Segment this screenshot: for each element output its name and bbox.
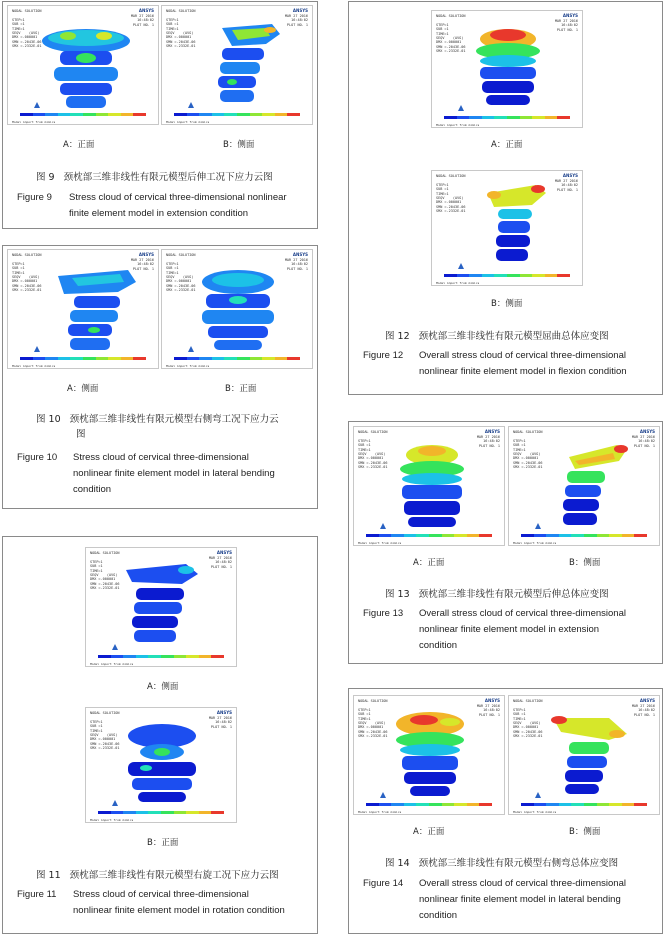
spine-model-image: [86, 708, 237, 823]
ansys-logo: ANSYS: [216, 550, 232, 555]
plot-footer: Model import from mimics: [513, 541, 557, 545]
colorbar: [174, 113, 300, 116]
subcaption-a: A：正面: [413, 558, 445, 568]
axis-triad-icon: [112, 800, 118, 806]
plot-header-left: NODAL SOLUTION STEP=1 SUB =1 TIME=1 SEQV (AVG) DMX =.000001 SMN =.2043E-06 SMX =.2332E-01: [436, 174, 466, 214]
figure-10a-plot: [7, 249, 159, 369]
ansys-logo: ANSYS: [562, 13, 578, 18]
figure-10-panel: [2, 245, 318, 509]
caption-en-line-2: nonlinear finite element model in flexion condition: [419, 366, 627, 377]
caption-zh: [36, 412, 316, 442]
spine-model-image: [162, 6, 313, 125]
spine-model-image: [86, 548, 237, 667]
plot-header-left: NODAL SOLUTION STEP=1 SUB =1 TIME=1 SEQV (AVG) DMX =.000001 SMN =.2043E-06 SMX =.2332E-01: [166, 9, 196, 49]
plot-footer: Model import from mimics: [358, 541, 402, 545]
subcaption-b: B：正面: [147, 838, 179, 848]
plot-header-left: NODAL SOLUTION STEP=1 SUB =1 TIME=1 SEQV (AVG) DMX =.000001 SMN =.2043E-06 SMX =.2332E-01: [12, 9, 42, 49]
figure-14-panel: [348, 688, 663, 934]
caption-zh-label: 图 13: [385, 589, 410, 600]
plot-header-left: NODAL SOLUTION STEP=1 SUB =1 TIME=1 SEQV (AVG) DMX =.000001 SMN =.2043E-06 SMX =.2332E-01: [513, 430, 543, 470]
colorbar: [98, 811, 224, 814]
caption-zh-text: 颈枕部三维非线性有限元模型后伸总体应变图: [418, 589, 609, 600]
caption-en: [17, 450, 317, 500]
subcaption-b: B：侧面: [223, 140, 255, 150]
caption-en-line-1: Stress cloud of cervical three-dimensional: [73, 452, 249, 463]
ansys-logo: ANSYS: [138, 8, 154, 13]
caption-en-label: Figure 9: [17, 192, 52, 203]
axis-triad-icon: [458, 105, 464, 111]
caption-en-label: Figure 10: [17, 452, 58, 463]
caption-zh: [385, 855, 618, 869]
caption-en-line-2: nonlinear finite element model in rotation condition: [73, 905, 285, 916]
plot-footer: Model import from mimics: [436, 281, 480, 285]
axis-triad-icon: [380, 523, 386, 529]
caption-en-line-2: nonlinear finite element model in extension: [419, 624, 600, 635]
caption-en-line-2: finite element model in extension condition: [69, 208, 249, 219]
caption-zh-label: 图 10: [36, 414, 61, 425]
plot-header-right: MAR 27 2016 16:48:02 PLOT NO. 1: [554, 179, 578, 192]
subcaption-b: B：侧面: [491, 299, 523, 309]
caption-zh-text-2: 图: [76, 429, 86, 440]
figure-13-panel: [348, 421, 663, 664]
caption-zh: [385, 328, 609, 342]
caption-en: [17, 190, 317, 224]
spine-model-image: [354, 427, 505, 546]
colorbar: [366, 803, 492, 806]
figure-14b-plot: [508, 695, 660, 815]
plot-header-right: MAR 27 2016 16:48:02 PLOT NO. 1: [631, 704, 655, 717]
plot-header-right: MAR 27 2016 16:48:02 PLOT NO. 1: [130, 14, 154, 27]
spine-model-image: [8, 6, 159, 125]
axis-triad-icon: [380, 792, 386, 798]
figure-10b-plot: [161, 249, 313, 369]
figure-13a-plot: [353, 426, 505, 546]
ansys-logo: ANSYS: [292, 8, 308, 13]
subcaption-a: A：正面: [413, 827, 445, 837]
plot-header-left: NODAL SOLUTION STEP=1 SUB =1 TIME=1 SEQV (AVG) DMX =.000001 SMN =.2043E-06 SMX =.2332E-01: [166, 253, 196, 293]
spine-model-image: [8, 250, 159, 369]
caption-en-line-1: Overall stress cloud of cervical three-dimensional: [419, 350, 626, 361]
caption-zh-label: 图 9: [36, 172, 55, 183]
figure-11a-plot: [85, 547, 237, 667]
caption-zh-label: 图 12: [385, 331, 410, 342]
figure-9-panel: [2, 1, 318, 229]
caption-en-label: Figure 12: [363, 350, 404, 361]
caption-en-line-3: condition: [419, 640, 458, 651]
colorbar: [366, 534, 492, 537]
plot-footer: Model import from mimics: [166, 364, 210, 368]
spine-model-image: [509, 696, 660, 815]
ansys-logo: ANSYS: [216, 710, 232, 715]
axis-triad-icon: [188, 346, 194, 352]
plot-header-right: MAR 27 2016 16:48:02 PLOT NO. 1: [476, 435, 500, 448]
ansys-logo: ANSYS: [639, 698, 655, 703]
axis-triad-icon: [535, 792, 541, 798]
figure-12a-plot: [431, 10, 583, 128]
figure-14a-plot: [353, 695, 505, 815]
spine-model-image: [432, 11, 583, 128]
caption-en: [363, 876, 661, 926]
figure-9b-plot: [161, 5, 313, 125]
axis-triad-icon: [458, 263, 464, 269]
caption-zh-text: 颈枕部三维非线性有限元模型右侧弯总体应变图: [418, 858, 619, 869]
caption-en-line-3: condition: [73, 484, 112, 495]
plot-header-right: MAR 27 2016 16:48:02 PLOT NO. 1: [554, 19, 578, 32]
plot-footer: Model import from mimics: [358, 810, 402, 814]
plot-header-right: MAR 27 2016 16:48:02 PLOT NO. 1: [631, 435, 655, 448]
caption-zh: [385, 586, 609, 600]
caption-en: [363, 606, 661, 656]
plot-header-left: NODAL SOLUTION STEP=1 SUB =1 TIME=1 SEQV (AVG) DMX =.000001 SMN =.2043E-06 SMX =.2332E-01: [90, 551, 120, 591]
colorbar: [444, 116, 570, 119]
plot-header-left: NODAL SOLUTION STEP=1 SUB =1 TIME=1 SEQV (AVG) DMX =.000001 SMN =.2043E-06 SMX =.2332E-01: [358, 430, 388, 470]
plot-footer: Model import from mimics: [12, 120, 56, 124]
colorbar: [20, 113, 146, 116]
plot-footer: Model import from mimics: [12, 364, 56, 368]
spine-model-image: [432, 171, 583, 286]
colorbar: [20, 357, 146, 360]
ansys-logo: ANSYS: [562, 173, 578, 178]
ansys-logo: ANSYS: [138, 252, 154, 257]
spine-model-image: [509, 427, 660, 546]
caption-zh-label: 图 14: [385, 858, 410, 869]
caption-en-label: Figure 13: [363, 608, 404, 619]
axis-triad-icon: [112, 644, 118, 650]
plot-footer: Model import from mimics: [90, 818, 134, 822]
figure-13b-plot: [508, 426, 660, 546]
axis-triad-icon: [34, 102, 40, 108]
caption-en-line-1: Overall stress cloud of cervical three-dimensional: [419, 878, 626, 889]
colorbar: [174, 357, 300, 360]
colorbar: [521, 534, 647, 537]
caption-en-line-1: Stress cloud of cervical three-dimensional: [73, 889, 249, 900]
spine-model-image: [354, 696, 505, 815]
figure-11b-plot: [85, 707, 237, 823]
figure-12b-plot: [431, 170, 583, 286]
caption-zh-label: 图 11: [36, 870, 61, 881]
caption-zh-text: 颈枕部三维非线性有限元模型右旋工况下应力云图: [69, 870, 279, 881]
subcaption-a: A：正面: [63, 140, 95, 150]
subcaption-b: B：侧面: [569, 558, 601, 568]
plot-header-left: NODAL SOLUTION STEP=1 SUB =1 TIME=1 SEQV (AVG) DMX =.000001 SMN =.2043E-06 SMX =.2332E-01: [358, 699, 388, 739]
caption-en-line-1: Overall stress cloud of cervical three-dimensional: [419, 608, 626, 619]
caption-zh: [36, 169, 273, 183]
caption-zh-text: 颈枕部三维非线性有限元模型屈曲总体应变图: [418, 331, 609, 342]
plot-header-right: MAR 27 2016 16:48:02 PLOT NO. 1: [476, 704, 500, 717]
colorbar: [521, 803, 647, 806]
subcaption-a: A：侧面: [147, 682, 179, 692]
caption-zh-text-1: 颈枕部三维非线性有限元模型右侧弯工况下应力云: [69, 414, 279, 425]
subcaption-a: A：侧面: [67, 384, 99, 394]
caption-en-line-2: nonlinear finite element model in lateral bending: [73, 468, 275, 479]
plot-footer: Model import from mimics: [436, 123, 480, 127]
ansys-logo: ANSYS: [292, 252, 308, 257]
plot-header-right: MAR 27 2016 16:48:02 PLOT NO. 1: [284, 14, 308, 27]
plot-header-left: NODAL SOLUTION STEP=1 SUB =1 TIME=1 SEQV (AVG) DMX =.000001 SMN =.2043E-06 SMX =.2332E-01: [90, 711, 120, 751]
subcaption-a: A：正面: [491, 140, 523, 150]
ansys-logo: ANSYS: [639, 429, 655, 434]
caption-en-line-2: nonlinear finite element model in lateral bending: [419, 894, 621, 905]
subcaption-b: B：正面: [225, 384, 257, 394]
plot-header-right: MAR 27 2016 16:48:02 PLOT NO. 1: [130, 258, 154, 271]
ansys-logo: ANSYS: [484, 698, 500, 703]
caption-zh: [36, 867, 279, 881]
axis-triad-icon: [535, 523, 541, 529]
subcaption-b: B：侧面: [569, 827, 601, 837]
figure-9a-plot: [7, 5, 159, 125]
colorbar: [98, 655, 224, 658]
caption-en: [363, 348, 661, 382]
ansys-logo: ANSYS: [484, 429, 500, 434]
spine-model-image: [162, 250, 313, 369]
plot-header-left: NODAL SOLUTION STEP=1 SUB =1 TIME=1 SEQV (AVG) DMX =.000001 SMN =.2043E-06 SMX =.2332E-01: [513, 699, 543, 739]
caption-en-line-3: condition: [419, 910, 458, 921]
colorbar: [444, 274, 570, 277]
plot-header-left: NODAL SOLUTION STEP=1 SUB =1 TIME=1 SEQV (AVG) DMX =.000001 SMN =.2043E-06 SMX =.2332E-01: [436, 14, 466, 54]
plot-header-left: NODAL SOLUTION STEP=1 SUB =1 TIME=1 SEQV (AVG) DMX =.000001 SMN =.2043E-06 SMX =.2332E-01: [12, 253, 42, 293]
caption-en-label: Figure 11: [17, 889, 57, 900]
axis-triad-icon: [188, 102, 194, 108]
plot-header-right: MAR 27 2016 16:48:02 PLOT NO. 1: [208, 716, 232, 729]
plot-header-right: MAR 27 2016 16:48:02 PLOT NO. 1: [284, 258, 308, 271]
caption-zh-text: 颈枕部三维非线性有限元模型后伸工况下应力云图: [63, 172, 273, 183]
plot-footer: Model import from mimics: [513, 810, 557, 814]
axis-triad-icon: [34, 346, 40, 352]
caption-en-label: Figure 14: [363, 878, 404, 889]
plot-header-right: MAR 27 2016 16:48:02 PLOT NO. 1: [208, 556, 232, 569]
plot-footer: Model import from mimics: [90, 662, 134, 666]
figure-11-panel: [2, 536, 318, 934]
caption-en: [17, 887, 317, 921]
plot-footer: Model import from mimics: [166, 120, 210, 124]
caption-en-line-1: Stress cloud of cervical three-dimensional nonlinear: [69, 192, 287, 203]
figure-12-panel: [348, 1, 663, 395]
